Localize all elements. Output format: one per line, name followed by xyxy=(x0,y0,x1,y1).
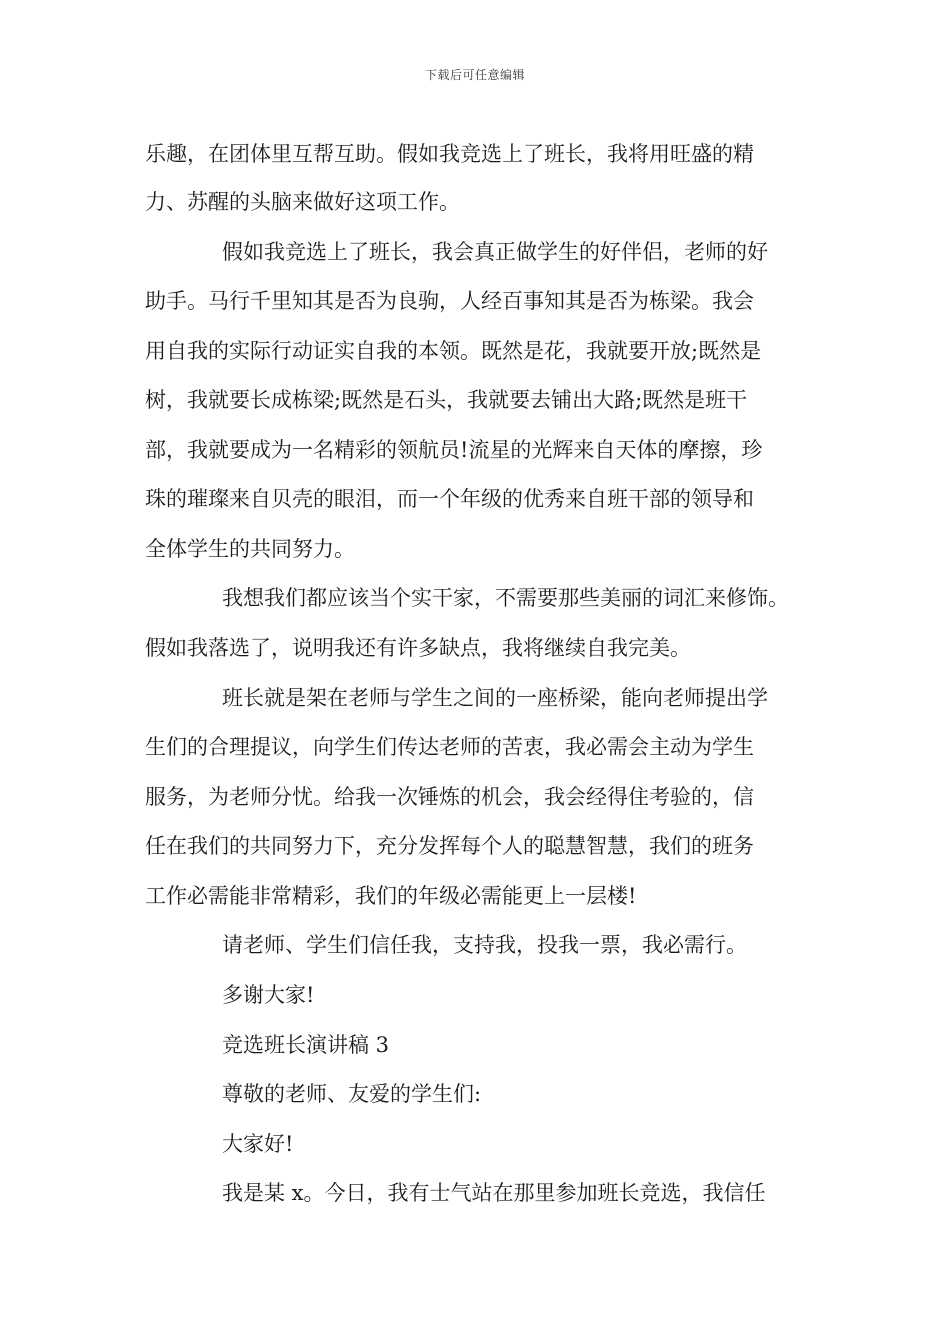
text-line: 任在我们的共同努力下，充分发挥每个人的聪慧智慧，我们的班务 xyxy=(145,834,754,858)
text-line: 班长就是架在老师与学生之间的一座桥梁，能向老师提出学 xyxy=(222,686,768,710)
text-line: 服务，为老师分忧。给我一次锤炼的机会，我会经得住考验的，信 xyxy=(145,785,754,809)
text-line: 力、苏醒的头脑来做好这项工作。 xyxy=(145,190,460,214)
text-line: 我想我们都应该当个实干家，不需要那些美丽的词汇来修饰。 xyxy=(222,586,789,610)
text-line: 我是某 x。今日，我有士气站在那里参加班长竞选，我信任 xyxy=(222,1181,766,1205)
text-line: 助手。马行千里知其是否为良驹，人经百事知其是否为栋梁。我会 xyxy=(145,289,754,313)
text-line: 树，我就要长成栋梁;既然是石头，我就要去铺出大路;既然是班干 xyxy=(145,388,748,412)
section-title: 竞选班长演讲稿 3 xyxy=(222,1033,390,1057)
page-header: 下载后可任意编辑 xyxy=(424,68,525,82)
text-line: 珠的璀璨来自贝壳的眼泪，而一个年级的优秀来自班干部的领导和 xyxy=(145,487,754,511)
text-line: 部，我就要成为一名精彩的领航员!流星的光辉来自天体的摩擦，珍 xyxy=(145,438,763,462)
text-line: 生们的合理提议，向学生们传达老师的苦衷，我必需会主动为学生 xyxy=(145,735,754,759)
text-line: 乐趣，在团体里互帮互助。假如我竞选上了班长，我将用旺盛的精 xyxy=(145,142,754,166)
text-line: 多谢大家! xyxy=(222,983,315,1007)
text-line: 假如我竞选上了班长，我会真正做学生的好伴侣，老师的好 xyxy=(222,240,768,264)
text-line: 全体学生的共同努力。 xyxy=(145,537,355,561)
salutation: 尊敬的老师、友爱的学生们: xyxy=(222,1082,482,1106)
text-line: 工作必需能非常精彩，我们的年级必需能更上一层楼! xyxy=(145,884,637,908)
text-line: 假如我落选了，说明我还有许多缺点，我将继续自我完美。 xyxy=(145,636,691,660)
text-line: 用自我的实际行动证实自我的本领。既然是花，我就要开放;既然是 xyxy=(145,339,762,363)
text-line: 请老师、学生们信任我，支持我，投我一票，我必需行。 xyxy=(222,933,747,957)
greeting: 大家好! xyxy=(222,1132,294,1156)
